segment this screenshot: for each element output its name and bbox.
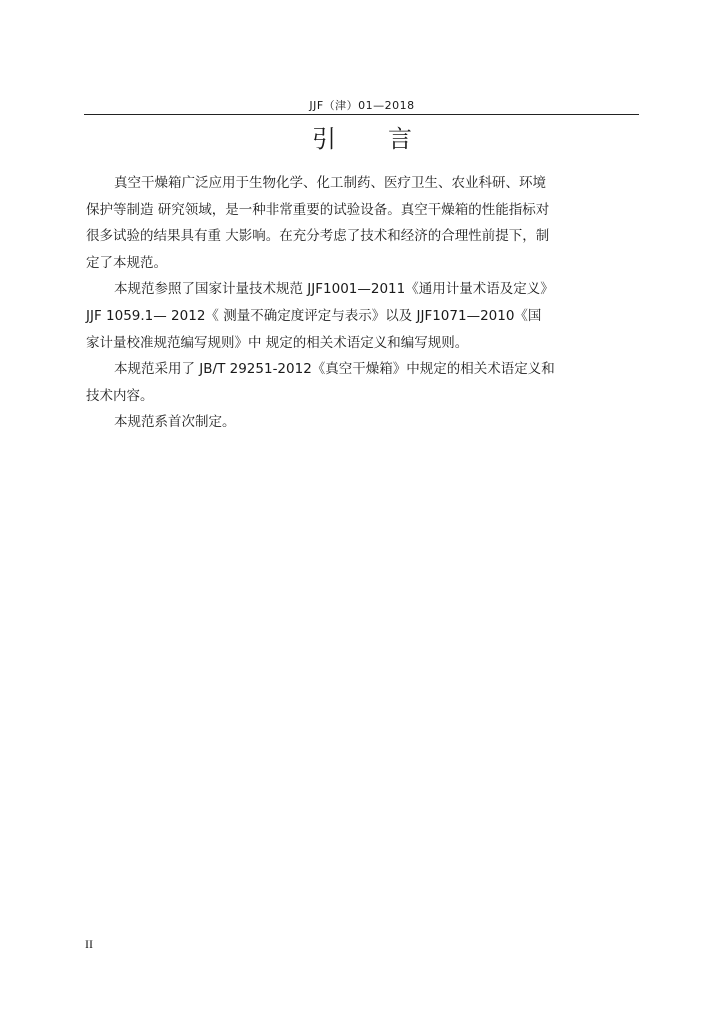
paragraph-line: 家计量校准规范编写规则》中 规定的相关术语定义和编写规则。 xyxy=(86,334,469,351)
paragraph-4 xyxy=(86,409,606,436)
paragraph-1 xyxy=(86,170,606,276)
header-rule xyxy=(84,114,639,115)
paragraph-line: 本规范参照了国家计量技术规范 JJF1001—2011《通用计量术语及定义》 xyxy=(114,281,554,298)
paragraph-line: 本规范采用了 JB/T 29251-2012《真空干燥箱》中规定的相关术语定义和 xyxy=(114,361,555,378)
paragraph-line: 定了本规范。 xyxy=(86,254,167,271)
paragraph-line: 真空干燥箱广泛应用于生物化学、化工制药、医疗卫生、农业科研、环境 xyxy=(114,175,546,191)
header-code: JJF（津）01—2018 xyxy=(309,99,415,112)
paragraph-line: JJF 1059.1— 2012《 测量不确定度评定与表示》以及 JJF1071—2010《国 xyxy=(86,307,542,324)
paragraph-line: 本规范系首次制定。 xyxy=(114,414,236,431)
paragraph-3 xyxy=(86,356,606,409)
page-number: II xyxy=(85,937,93,951)
paragraph-line: 保护等制造 研究领域，是一种非常重要的试验设备。真空干燥箱的性能指标对 xyxy=(86,201,550,218)
paragraph-line: 技术内容。 xyxy=(86,387,154,404)
paragraph-line: 很多试验的结果具有重 大影响。在充分考虑了技术和经济的合理性前提下，制 xyxy=(86,228,550,245)
body-text xyxy=(86,170,606,436)
paragraph-2 xyxy=(86,276,606,356)
page-title: 引言 xyxy=(312,125,464,153)
